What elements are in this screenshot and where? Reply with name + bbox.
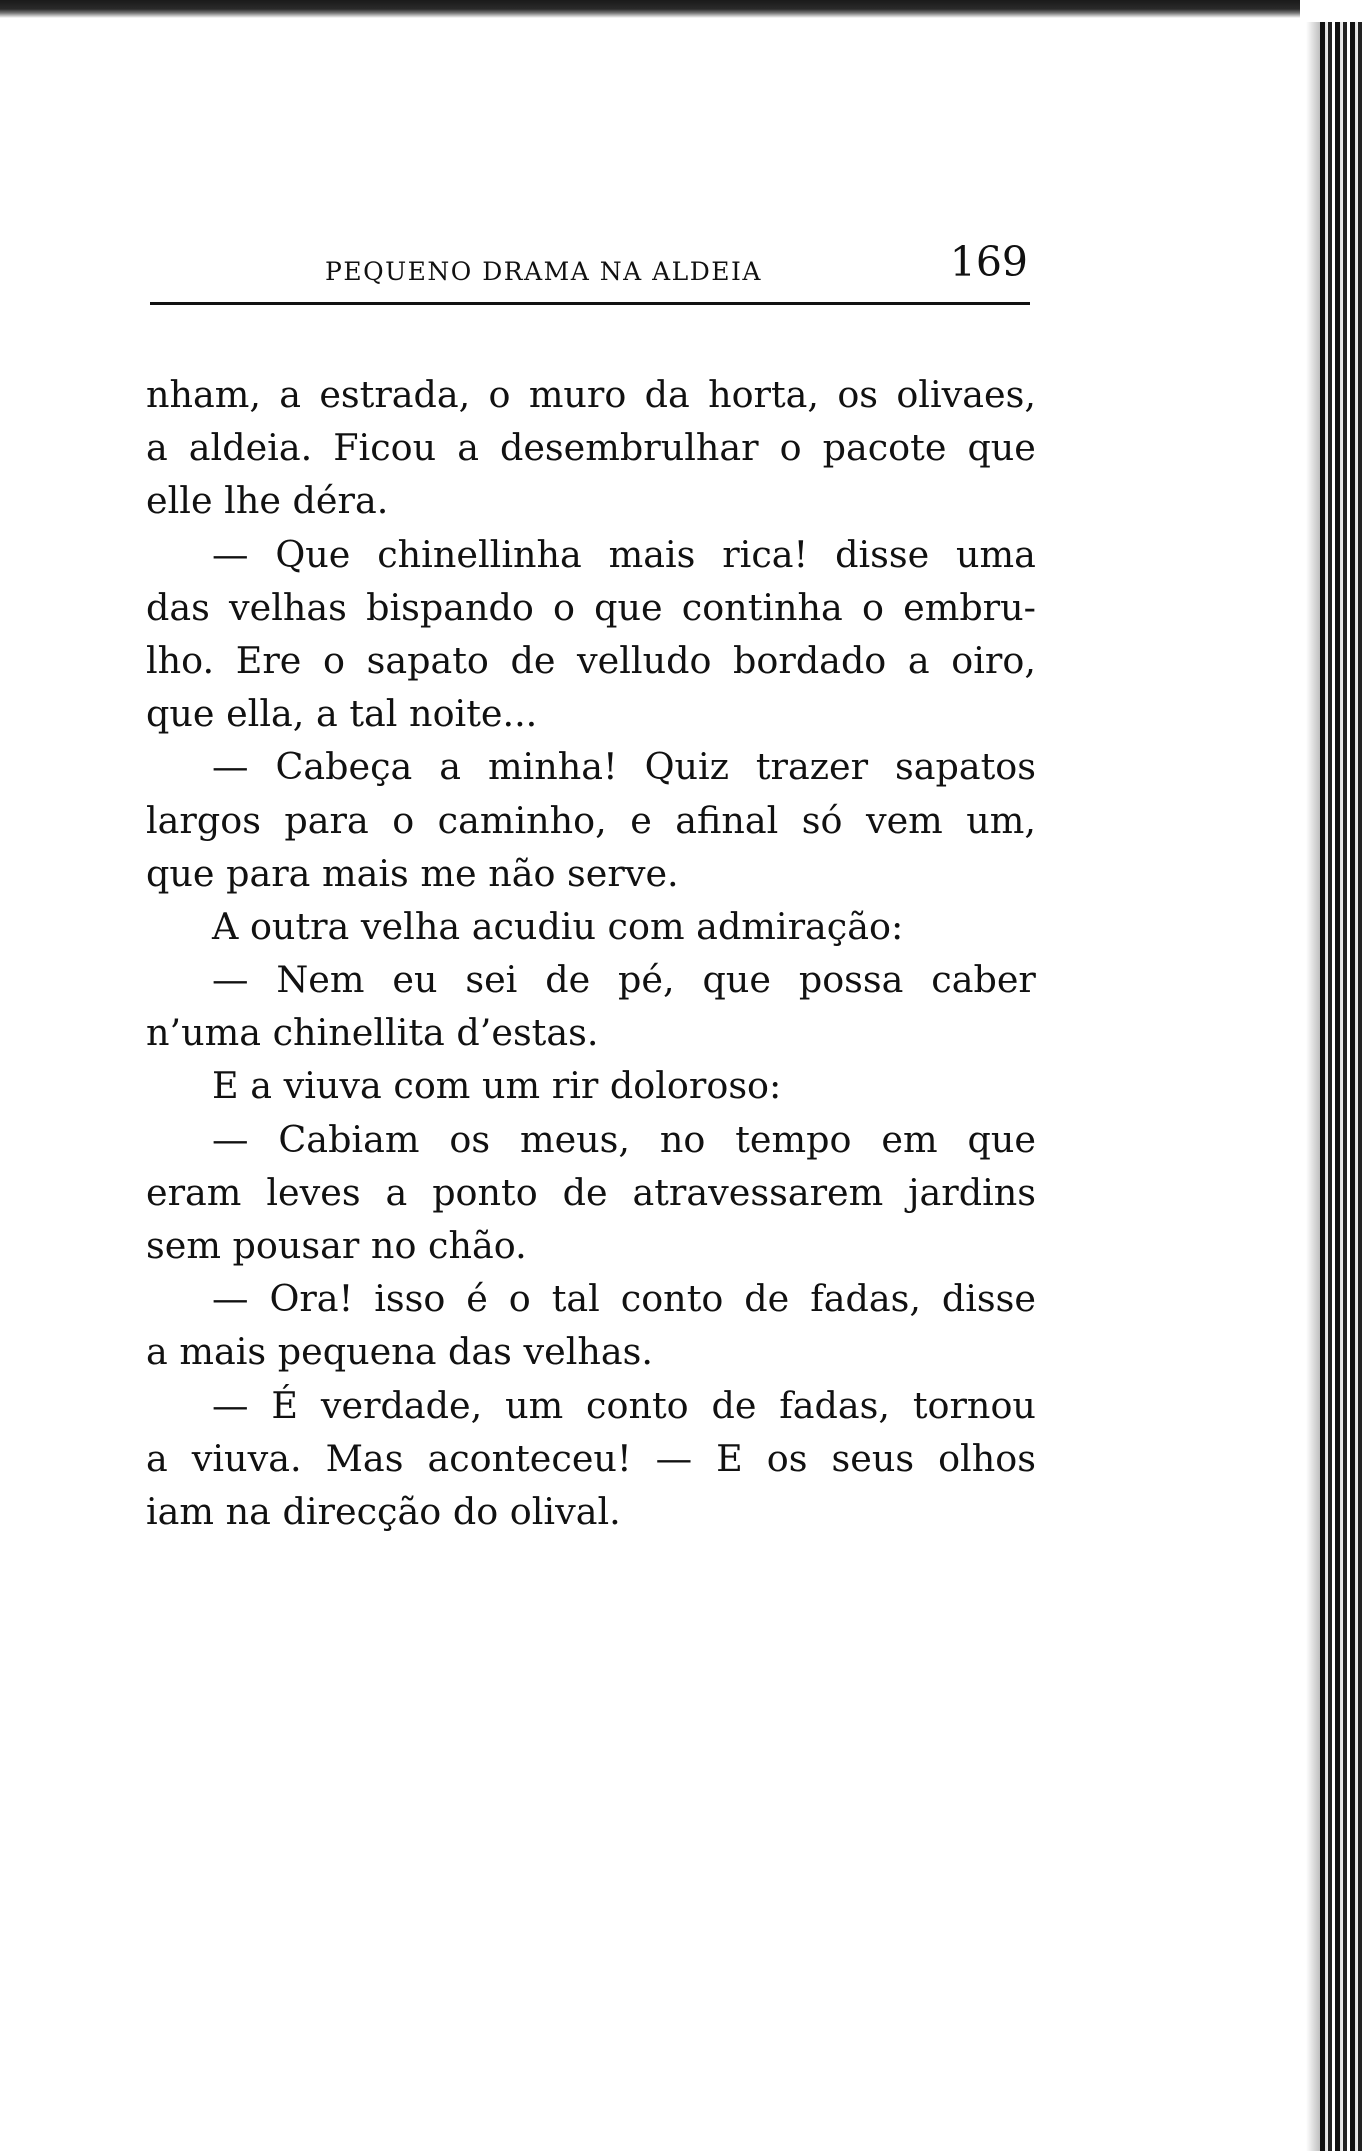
text-line: nham, a estrada, o muro da horta, os olivaes, bbox=[146, 373, 1036, 416]
text-line: iam na direcção do olival. bbox=[146, 1489, 621, 1533]
text-line: — Cabiam os meus, no tempo em que bbox=[212, 1117, 1036, 1161]
text-line: A outra velha acudiu com admiração: bbox=[212, 904, 904, 948]
text-line: — Que chinellinha mais rica! disse uma bbox=[212, 532, 1036, 576]
text-line: — Nem eu sei de pé, que possa caber bbox=[212, 958, 1036, 1002]
text-line: n’uma chinellita d’estas. bbox=[146, 1011, 599, 1055]
text-line: que para mais me não serve. bbox=[146, 851, 679, 895]
page-number: 169 bbox=[949, 238, 1028, 286]
running-title: PEQUENO DRAMA NA ALDEIA bbox=[325, 257, 762, 286]
text-line: das velhas bispando o que continha o embru- bbox=[146, 585, 1036, 629]
page-header bbox=[150, 232, 1030, 305]
text-line: a mais pequena das velhas. bbox=[146, 1330, 654, 1374]
text-line: lho. Ere o sapato de velludo bordado a oiro, bbox=[146, 638, 1036, 682]
text-line: — É verdade, um conto de fadas, tornou bbox=[212, 1383, 1036, 1427]
binding-shadow bbox=[1306, 22, 1320, 2151]
text-line: largos para o caminho, e afinal só vem um, bbox=[146, 798, 1036, 842]
text-line: elle lhe déra. bbox=[146, 479, 389, 523]
text-body bbox=[146, 368, 1036, 1538]
text-line: — Cabeça a minha! Quiz trazer sapatos bbox=[212, 745, 1036, 789]
text-line: eram leves a ponto de atravessarem jardins bbox=[146, 1170, 1036, 1214]
text-line: — Ora! isso é o tal conto de fadas, disse bbox=[212, 1277, 1036, 1321]
text-line: a aldeia. Ficou a desembrulhar o pacote que bbox=[146, 426, 1036, 470]
scan-top-edge bbox=[0, 0, 1300, 18]
text-line: sem pousar no chão. bbox=[146, 1224, 527, 1267]
book-binding-edge bbox=[1320, 22, 1364, 2151]
text-line: a viuva. Mas aconteceu! — E os seus olhos bbox=[146, 1436, 1036, 1480]
text-line: que ella, a tal noite... bbox=[146, 692, 538, 736]
text-line: E a viuva com um rir doloroso: bbox=[212, 1064, 782, 1108]
